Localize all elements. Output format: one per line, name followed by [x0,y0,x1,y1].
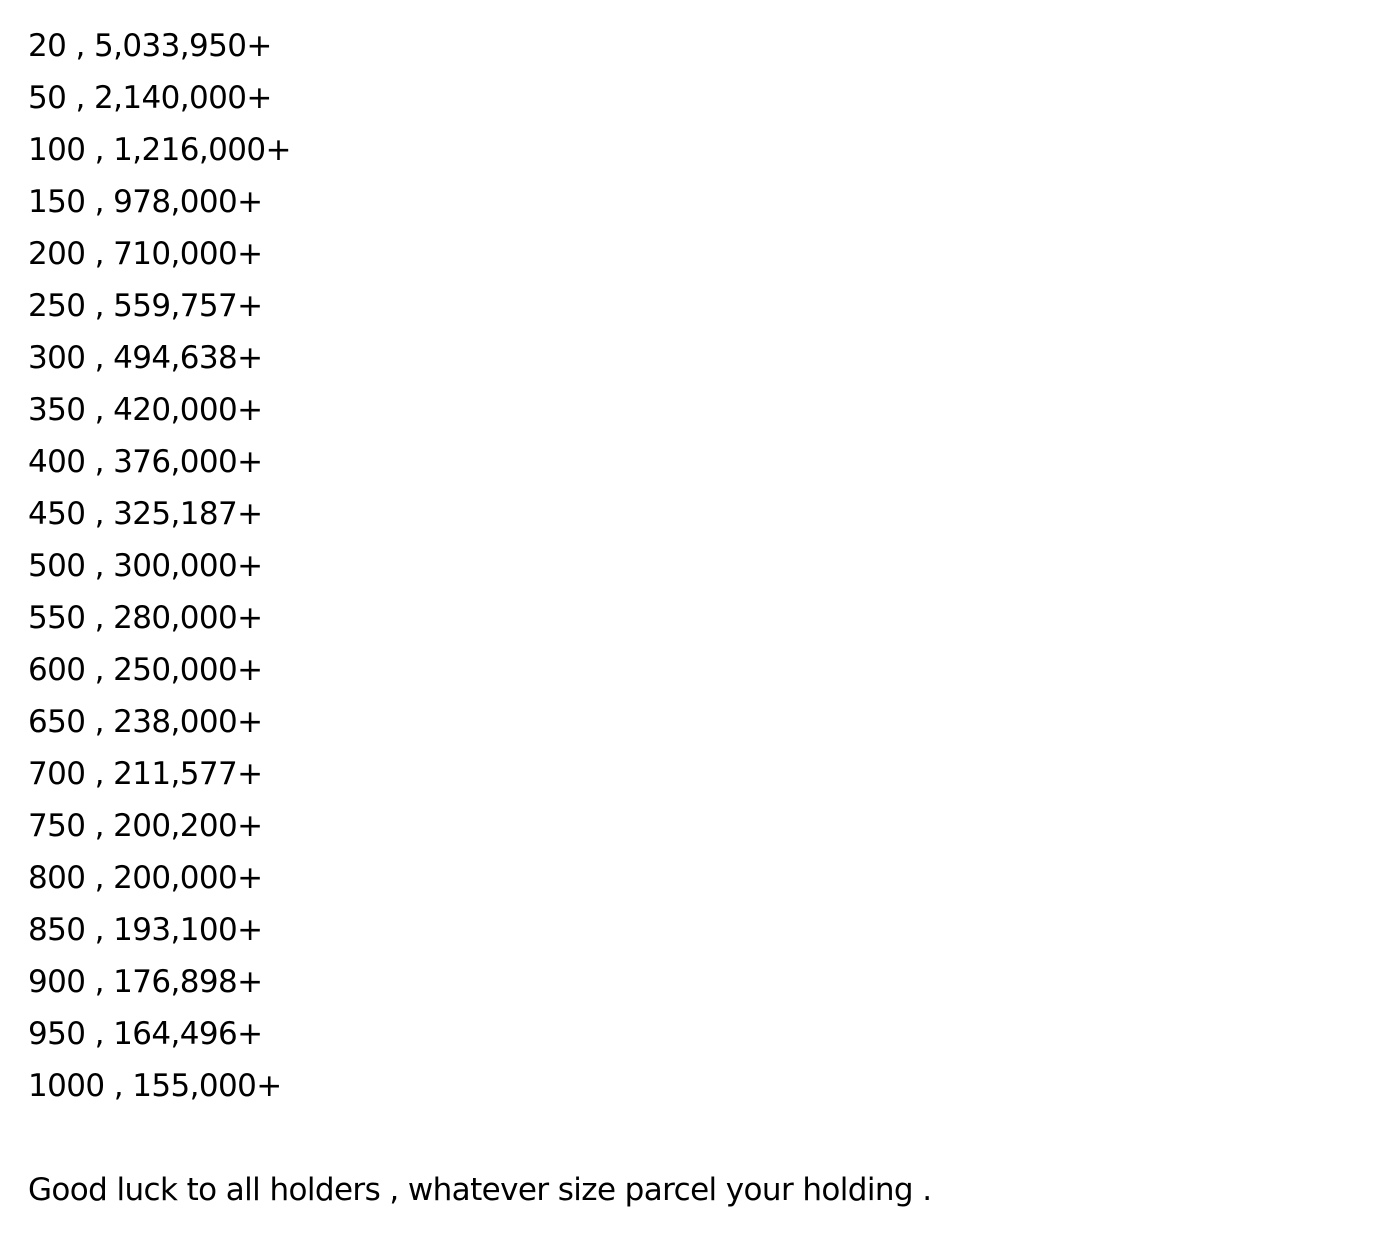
text-line: 100 , 1,216,000+ [28,132,291,168]
text-line: 450 , 325,187+ [28,496,263,532]
text-line: 900 , 176,898+ [28,964,263,1000]
text-line: 400 , 376,000+ [28,444,263,480]
text-line: 250 , 559,757+ [28,288,263,324]
text-line: 1000 , 155,000+ [28,1068,282,1104]
text-line: 200 , 710,000+ [28,236,263,272]
text-line: 800 , 200,000+ [28,860,263,896]
text-line: 950 , 164,496+ [28,1016,263,1052]
text-line: 850 , 193,100+ [28,912,263,948]
text-line: 550 , 280,000+ [28,600,263,636]
blank-line [28,1112,1368,1164]
text-line: 600 , 250,000+ [28,652,263,688]
message-body [28,20,1368,1216]
text-line: 350 , 420,000+ [28,392,263,428]
text-line: 50 , 2,140,000+ [28,80,272,116]
closing-line: Good luck to all holders , whatever size parcel your holding . [28,1172,932,1208]
text-line: 500 , 300,000+ [28,548,263,584]
text-line: 150 , 978,000+ [28,184,263,220]
text-line: 750 , 200,200+ [28,808,263,844]
text-line: 700 , 211,577+ [28,756,263,792]
text-line: 20 , 5,033,950+ [28,28,272,64]
text-line: 300 , 494,638+ [28,340,263,376]
text-line: 650 , 238,000+ [28,704,263,740]
